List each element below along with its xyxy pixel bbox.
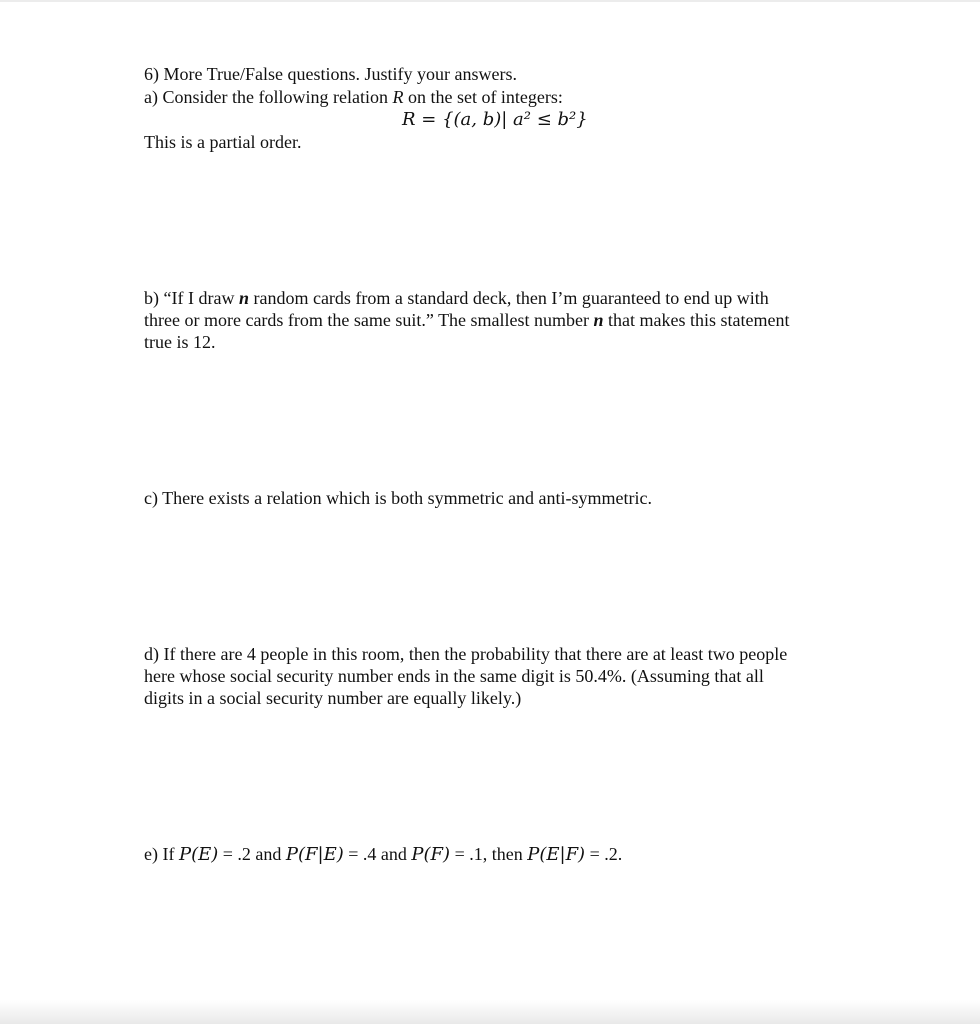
part-e-pfe: P(F|E): [285, 844, 344, 865]
part-b-var-n-2: n: [593, 310, 604, 330]
part-e-pef: P(E|F): [527, 844, 586, 865]
part-b-line2-prefix: three or more cards from the same suit.” The smallest number: [144, 310, 594, 330]
part-d-line2: here whose social security number ends in the same digit is 50.4%. (Assuming that all: [144, 666, 764, 686]
part-e-eq3: = .1, then: [450, 844, 528, 864]
part-d-line3: digits in a social security number are equally likely.): [144, 688, 522, 708]
heading-text: 6) More True/False questions. Justify your answers.: [144, 64, 517, 84]
part-a-statement: This is a partial order.: [144, 132, 302, 152]
part-a-intro-suffix: on the set of integers:: [403, 87, 563, 107]
part-b-var-n: n: [238, 288, 249, 308]
part-a-var-r: R: [392, 87, 404, 107]
part-e-eq2: = .4 and: [343, 844, 412, 864]
part-b-line2: [144, 309, 790, 331]
part-e-pe: P(E): [178, 844, 219, 865]
part-b-line3: true is 12.: [144, 332, 216, 352]
part-e-statement: [144, 843, 622, 866]
part-e-pf: P(F): [411, 844, 451, 865]
part-d-line1: d) If there are 4 people in this room, then the probability that there are at least two people: [144, 644, 788, 664]
part-a-intro: [144, 86, 563, 108]
question-heading: [144, 63, 517, 85]
part-b-line1: [144, 287, 769, 309]
part-b-line1-prefix: b) “If I draw: [144, 288, 239, 308]
part-e-eq1: = .2 and: [218, 844, 286, 864]
part-c-statement: c) There exists a relation which is both symmetric and anti-symmetric.: [144, 488, 653, 508]
page-bottom-shadow: [0, 1000, 980, 1024]
part-e-prefix: e) If: [144, 844, 179, 864]
part-e-eq4: = .2.: [585, 844, 623, 864]
part-a-intro-prefix: a) Consider the following relation: [144, 87, 393, 107]
part-a-formula: R = {(a, b)| a² ≤ b²}: [402, 109, 588, 130]
part-b-line2-suffix: that makes this statement: [603, 310, 790, 330]
part-b-line1-suffix: random cards from a standard deck, then I’m guaranteed to end up with: [248, 288, 769, 308]
page-top-border: [0, 0, 980, 2]
